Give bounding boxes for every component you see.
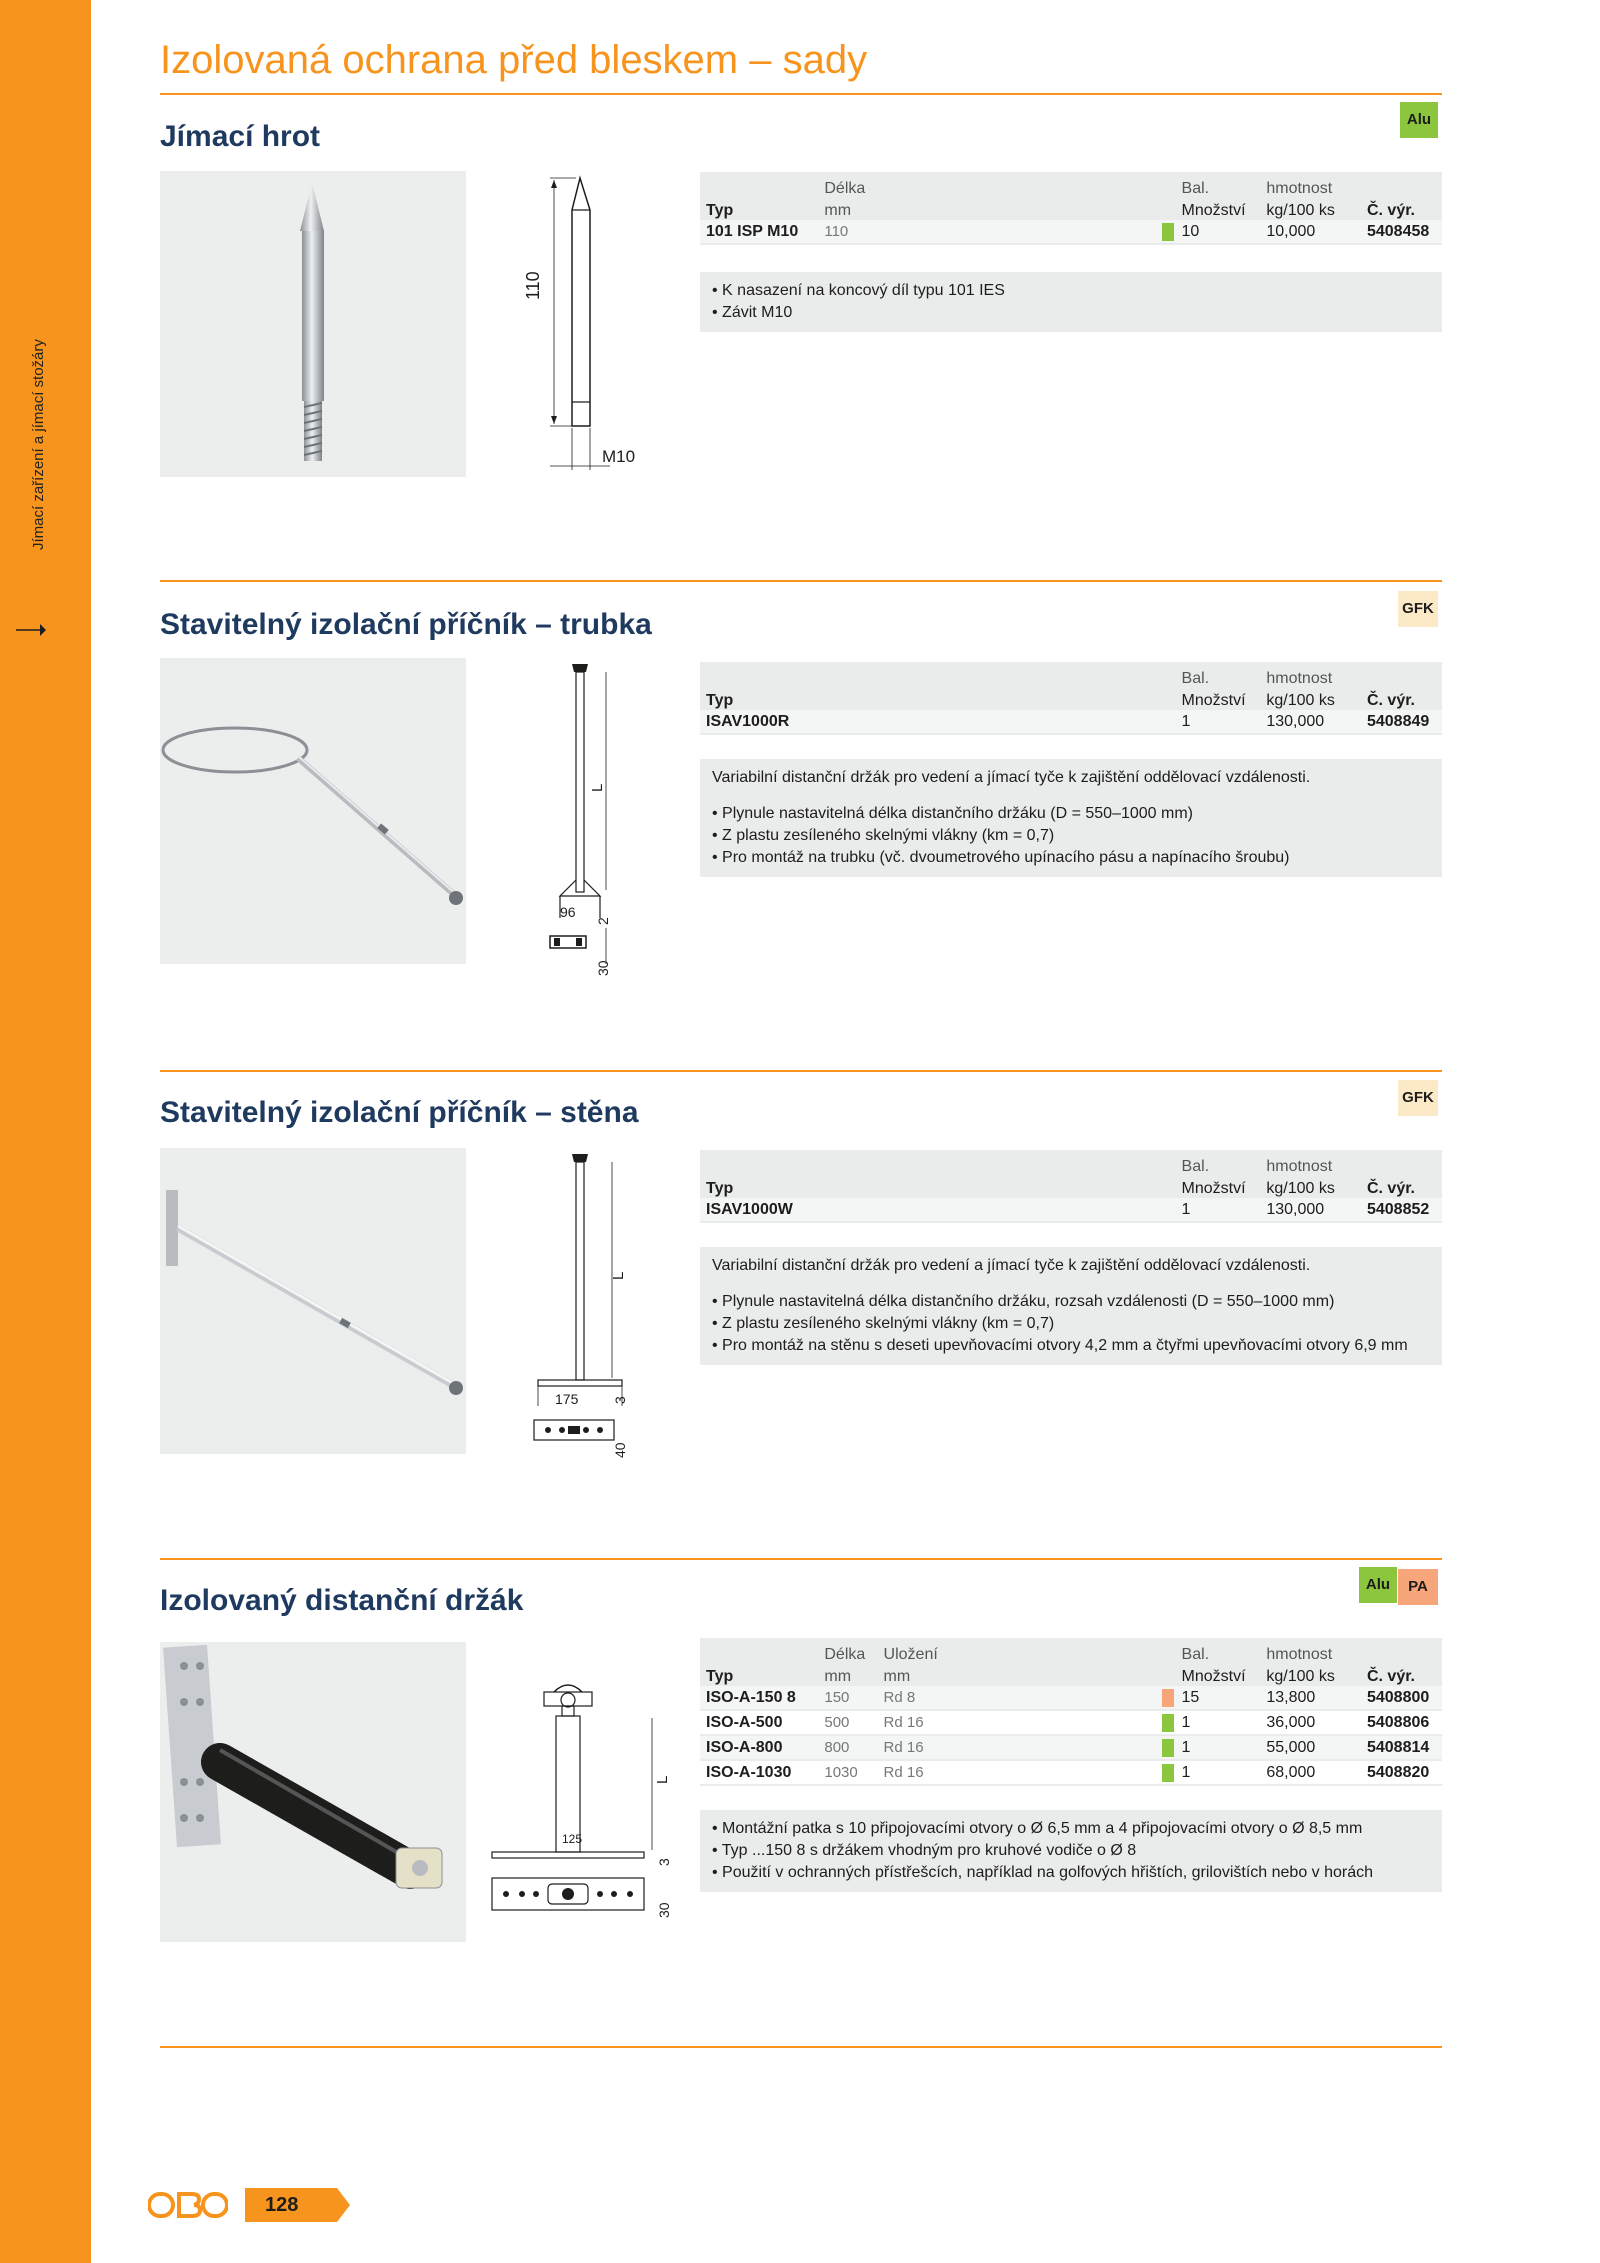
divider (160, 93, 1442, 95)
product-table (700, 1638, 1442, 1786)
air-terminal-rod-image (160, 171, 466, 477)
insulated-spacer-image (160, 1642, 466, 1942)
material-color-marker (1162, 1714, 1174, 1732)
dimension-width-label: 125 (562, 1832, 583, 1846)
table-row: ISO-A-500 500 Rd 16 1 36,000 5408806 (700, 1711, 1442, 1736)
dimension-depth-label: 30 (595, 960, 611, 976)
technical-drawing (510, 170, 670, 480)
table-header: Bal. hmotnost Typ Množství kg/100 ks Č. výr. (700, 1150, 1442, 1198)
product-photo (160, 1642, 466, 1942)
dimension-l-label: L (589, 783, 606, 792)
technical-drawing (540, 660, 630, 970)
section-title: Jímací hrot (160, 120, 321, 153)
product-table (700, 662, 1442, 735)
dimension-height-label: 3 (656, 1858, 672, 1866)
product-photo (160, 171, 466, 477)
technical-drawing (488, 1678, 678, 1940)
divider (160, 580, 1442, 582)
product-notes: • K nasazení na koncový díl typu 101 IES • Závit M10 (700, 272, 1442, 332)
table-row: ISAV1000R 1 130,000 5408849 (700, 710, 1442, 735)
product-photo (160, 658, 466, 964)
material-badge-alu: Alu (1400, 102, 1438, 138)
pipe-spacer-image (160, 658, 466, 964)
dimension-depth-label: 40 (612, 1442, 628, 1458)
product-notes: Variabilní distanční držák pro vedení a jímací tyče k zajištění oddělovací vzdálenosti. • Plynule nastavitelná délka distančního držáku, rozsah vzdálenosti (D = 550–1000 mm) • Z plastu zesíleného skelnými vlákny (km = 0,7) • Pro montáž na stěnu s deseti upevňovacími otvory 4,2 mm a čtyřmi upevňovacími otvory 6,9 mm (700, 1247, 1442, 1365)
dimension-depth-label: 30 (656, 1902, 672, 1918)
material-badge-gfk: GFK (1398, 1080, 1438, 1116)
table-row: ISAV1000W 1 130,000 5408852 (700, 1198, 1442, 1223)
section-title: Stavitelný izolační příčník – stěna (160, 1096, 639, 1129)
wall-spacer-image (160, 1148, 466, 1454)
material-color-marker (1162, 1689, 1174, 1707)
material-badge-alu: Alu (1359, 1567, 1397, 1603)
technical-drawing (520, 1150, 640, 1460)
material-color-marker (1162, 1739, 1174, 1757)
table-header: Délka Bal. hmotnost Typ mm Množství kg/100 ks Č. výr. (700, 172, 1442, 220)
obo-logo (148, 2192, 228, 2218)
product-table (700, 1150, 1442, 1223)
divider (160, 2046, 1442, 2048)
dimension-width-label: 96 (560, 904, 576, 920)
product-notes: Variabilní distanční držák pro vedení a jímací tyče k zajištění oddělovací vzdálenosti. • Plynule nastavitelná délka distančního držáku (D = 550–1000 mm) • Z plastu zesíleného skelnými vlákny (km = 0,7) • Pro montáž na trubku (vč. dvoumetrového upínacího pásu a napínacího šroubu) (700, 759, 1442, 877)
page-number: 128 (265, 2194, 299, 2216)
divider (160, 1070, 1442, 1072)
page-number-tab (245, 2188, 350, 2222)
material-badge-gfk: GFK (1398, 591, 1438, 627)
table-row: 101 ISP M10 110 10 10,000 5408458 (700, 220, 1442, 245)
dimension-height-label: 2 (595, 917, 611, 925)
material-color-marker (1162, 1764, 1174, 1782)
section-title: Izolovaný distanční držák (160, 1584, 524, 1617)
table-header: Délka Uložení Bal. hmotnost Typ mm mm Množství kg/100 ks Č. výr. (700, 1638, 1442, 1686)
material-color-marker (1162, 223, 1174, 241)
dimension-thread-label: M10 (602, 447, 636, 466)
dimension-height-label: 3 (612, 1396, 628, 1404)
divider (160, 1558, 1442, 1560)
dimension-width-label: 175 (555, 1391, 579, 1407)
material-badge-pa: PA (1398, 1569, 1438, 1605)
product-notes: • Montážní patka s 10 připojovacími otvory o Ø 6,5 mm a 4 připojovacími otvory o Ø 8,5 mm • Typ ...150 8 s držákem vhodným pro kruhové vodiče o Ø 8 • Použití v ochranných přístřešcích, například na golfových hřištích, grilovištích nebo v horách (700, 1810, 1442, 1892)
page-title: Izolovaná ochrana před bleskem – sady (160, 38, 868, 82)
dimension-l-label: L (610, 1271, 627, 1280)
lightning-rod-icon (16, 620, 48, 640)
table-row: ISO-A-150 8 150 Rd 8 15 13,800 5408800 (700, 1686, 1442, 1711)
table-row: ISO-A-800 800 Rd 16 1 55,000 5408814 (700, 1736, 1442, 1761)
table-header: Bal. hmotnost Typ Množství kg/100 ks Č. výr. (700, 662, 1442, 710)
dimension-l-label: L (654, 1775, 671, 1784)
product-table (700, 172, 1442, 245)
product-photo (160, 1148, 466, 1454)
section-title: Stavitelný izolační příčník – trubka (160, 608, 652, 641)
dimension-length-label: 110 (523, 271, 543, 300)
table-row: ISO-A-1030 1030 Rd 16 1 68,000 5408820 (700, 1761, 1442, 1786)
